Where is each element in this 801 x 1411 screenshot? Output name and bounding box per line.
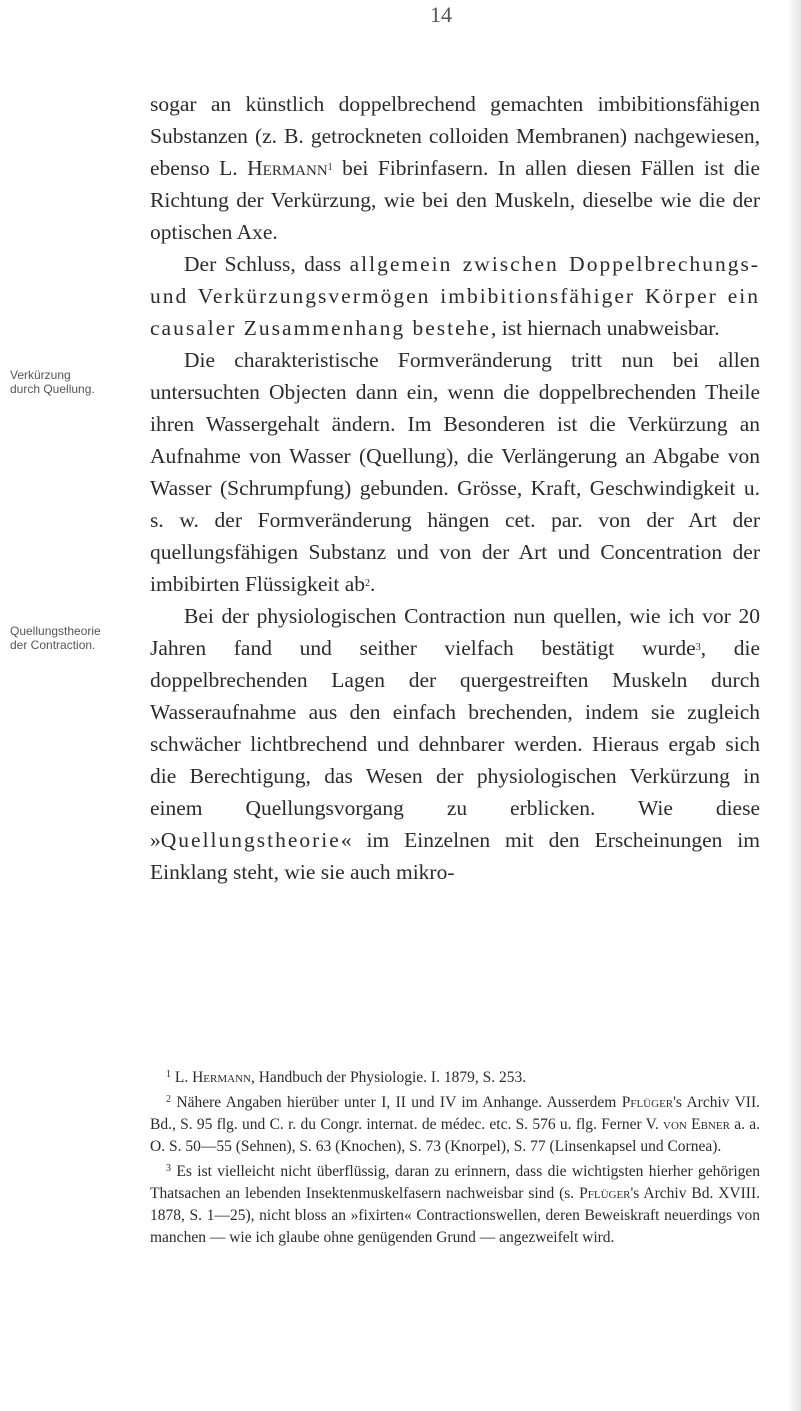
footnote-marker: 3 <box>695 642 701 653</box>
text-run: a. a. O. S. 50—55 (Sehnen), S. 63 (Knochen), S. 73 (Knorpel), S. 77 (Linsenkapsel und Cornea). <box>150 1116 760 1155</box>
text-run: , ist hiernach unabweisbar. <box>490 316 720 340</box>
footnote-number: 3 <box>166 1163 171 1174</box>
emphasized-text: lebenden <box>245 1185 301 1202</box>
author-name: L. Hermann <box>174 1069 251 1086</box>
footnote-number: 1 <box>166 1069 171 1080</box>
footnote-number: 2 <box>166 1094 171 1105</box>
text-run: bei Fibrinfasern. In allen diesen Fällen ist die Richtung der Verkürzung, wie bei den Muskeln, dieselbe wie die der optischen Axe. <box>150 156 760 244</box>
author-name: Pflüger <box>621 1094 674 1111</box>
margin-note-quellungstheorie <box>10 624 101 652</box>
page-number: 14 <box>430 2 452 27</box>
margin-note-verkuerzung <box>10 368 95 396</box>
text-run: . <box>370 572 376 596</box>
emphasized-text: Quellungstheorie <box>160 828 341 852</box>
paragraph-1 <box>150 88 760 248</box>
text-run: Bei der physiologischen Contraction nun quellen, wie ich vor 20 Jahren fand und seither vielfach bestätigt wurde <box>150 604 760 660</box>
text-run: 's Archiv VII. Bd., S. 95 flg. und C. r. du Congr. internat. de médec. etc. S. 576 u. flg. Ferner V. <box>150 1094 760 1133</box>
margin-note-line: Verkürzung <box>10 368 71 382</box>
text-run: Die charakteristische Formveränderung tritt nun bei allen untersuchten Objecten dann ein, wenn die doppelbrechenden Theile ihren Wassergehalt ändern. Im Besonderen ist die Verkürzung an Aufnahme von Wasser (Quellung), die Verlängerung an Abgabe von Wasser (Schrumpfung) gebunden. Grösse, Kraft, Geschwindigkeit u. s. w. der Formveränderung hängen cet. par. von der Art der quellungsfähigen Substanz und von der Art und Concentration der imbibirten Flüssigkeit ab <box>150 348 760 596</box>
footnotes <box>150 1064 760 1249</box>
margin-note-line: durch Quellung. <box>10 382 95 396</box>
footnote-marker: 2 <box>365 578 370 589</box>
margin-note-line: der Contraction. <box>10 638 96 652</box>
author-name: Hermann <box>247 156 328 180</box>
text-run: 's Archiv Bd. XVIII. 1878, S. 1—25), nicht bloss an »fixirten« Contractionswellen, deren Beweiskraft neuerdings von manchen — wie ich glaube ohne genügenden Grund — angezweifelt wird. <box>150 1185 760 1246</box>
text-run: , die doppelbrechenden Lagen der quergestreiften Muskeln durch Wasseraufnahme aus den einfach brechenden, indem sie zugleich schwächer lichtbrechend und dehnbarer werden. Hieraus ergab sich die Berechtigung, das Wesen der physiologischen Verkürzung in einem Quellungsvorgang zu erblicken. Wie diese » <box>150 636 760 852</box>
text-run: « im Einzelnen mit den Erscheinungen im Einklang steht, wie sie auch mikro- <box>150 828 760 884</box>
footnote-3 <box>150 1158 760 1249</box>
main-text <box>150 88 760 888</box>
text-run: , Handbuch der Physiologie. I. 1879, S. 253. <box>250 1069 527 1086</box>
author-name: von Ebner <box>663 1116 730 1133</box>
footnote-1 <box>150 1064 760 1089</box>
text-run: Nähere Angaben hierüber unter I, II und IV im Anhange. Ausserdem <box>176 1094 622 1111</box>
text-run: Es ist vielleicht nicht überflüssig, daran zu erinnern, dass die wichtigsten hierher gehörigen Thatsachen an <box>150 1163 761 1202</box>
paragraph-4 <box>150 600 760 888</box>
text-run: Der Schluss, dass <box>184 252 350 276</box>
footnote-2 <box>150 1089 760 1158</box>
page-edge-shadow <box>787 0 801 1411</box>
margin-note-line: Quellungstheorie <box>10 624 101 638</box>
author-name: Pflüger <box>579 1185 631 1202</box>
text-run: sogar an künstlich doppelbrechend gemachten imbibitionsfähigen Substanzen (z. B. getrockneten colloiden Membranen) nachgewiesen, ebenso L. <box>150 92 760 180</box>
emphasized-text: allgemein zwischen Doppelbrechungs- und Verkürzungsvermögen imbibitionsfähiger Körper ein causaler Zusammenhang bestehe <box>150 252 760 340</box>
paragraph-3 <box>150 344 760 600</box>
text-run: Insektenmuskelfasern nachweisbar sind (s. <box>301 1185 580 1202</box>
footnote-marker: 1 <box>327 162 333 173</box>
paragraph-2 <box>150 248 760 344</box>
